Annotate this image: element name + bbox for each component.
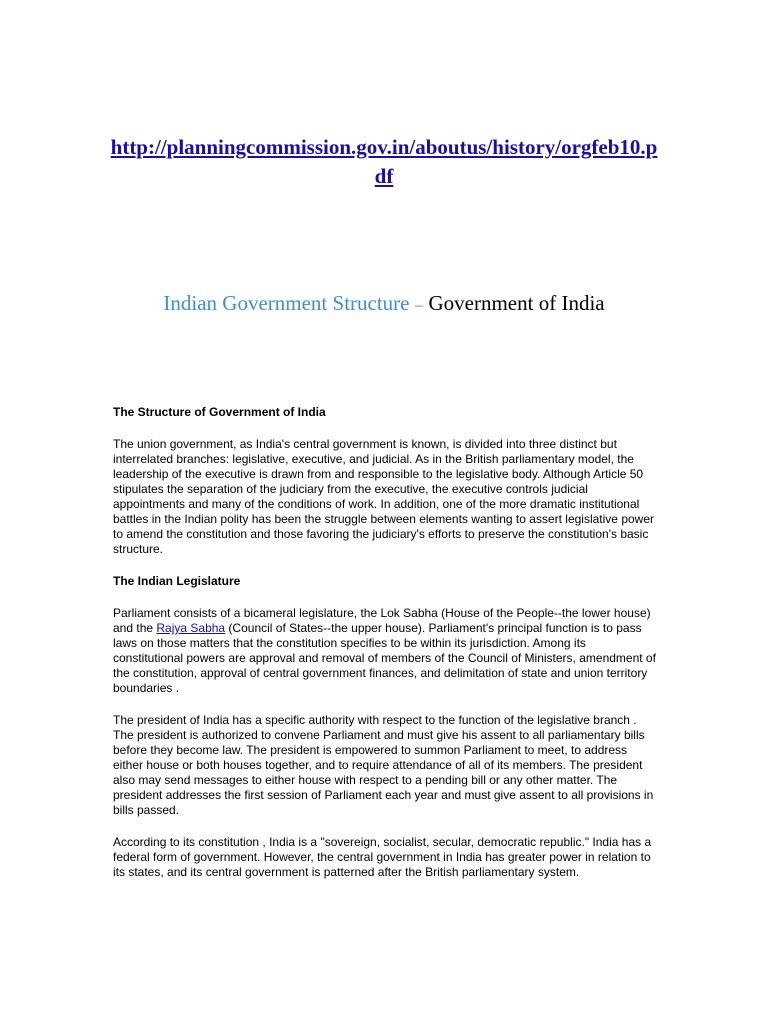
legislature-heading: The Indian Legislature <box>113 574 241 588</box>
title-rest: Government of India <box>428 291 605 315</box>
title-link-text[interactable]: Indian Government Structure <box>163 291 410 315</box>
structure-paragraph: The union government, as India's central government is known, is divided into three distinct but interrelated branches: legislative, executive, and judicial. As in the British parliamentary model, the leadership of the executive is drawn from and responsible to the legislative body. Although Article 50 stipulates the separation of the judiciary from the executive, the executive controls judicial appointments and many of the conditions of work. In addition, one of the more dramatic institutional battles in the Indian polity has been the struggle between elements wanting to assert legislative power to amend the constitution and those favoring the judiciary's efforts to preserve the constitution's basic structure. <box>113 437 654 556</box>
page-title <box>60 288 708 320</box>
structure-heading: The Structure of Government of India <box>113 405 326 419</box>
legislature-text-after: (Council of States--the upper house). Parliament's principal function is to pass laws on those matters that the constitution specifies to be within its jurisdiction. Among its constitutional powers are approval and removal of members of the Council of Ministers, amendment of the constitution, approval of central government finances, and delimitation of state and union territory boundaries . <box>113 621 656 695</box>
rajya-sabha-link[interactable]: Rajya Sabha <box>156 621 226 635</box>
title-separator: – <box>414 295 424 314</box>
source-url-link[interactable]: http://planningcommission.gov.in/aboutus/history/orgfeb10.pdf <box>110 135 658 188</box>
legislature-paragraph <box>113 606 658 696</box>
body-content <box>113 405 658 897</box>
president-paragraph: The president of India has a specific authority with respect to the function of the legislative branch . The president is authorized to convene Parliament and must give his assent to all parliamentary bills before they become law. The president is empowered to summon Parliament to meet, to address either house or both houses together, and to require attendance of all of its members. The president also may send messages to either house with respect to a pending bill or any other matter. The president addresses the first session of Parliament each year and must give assent to all provisions in bills passed. <box>113 713 654 817</box>
legislature-text-before: Parliament consists of a bicameral legislature, the Lok Sabha (House of the People--the lower house) and the <box>113 606 651 635</box>
constitution-paragraph: According to its constitution , India is a "sovereign, socialist, secular, democratic republic." India has a federal form of government. However, the central government in India has greater power in relation to its states, and its central government is patterned after the British parliamentary system. <box>113 835 652 879</box>
